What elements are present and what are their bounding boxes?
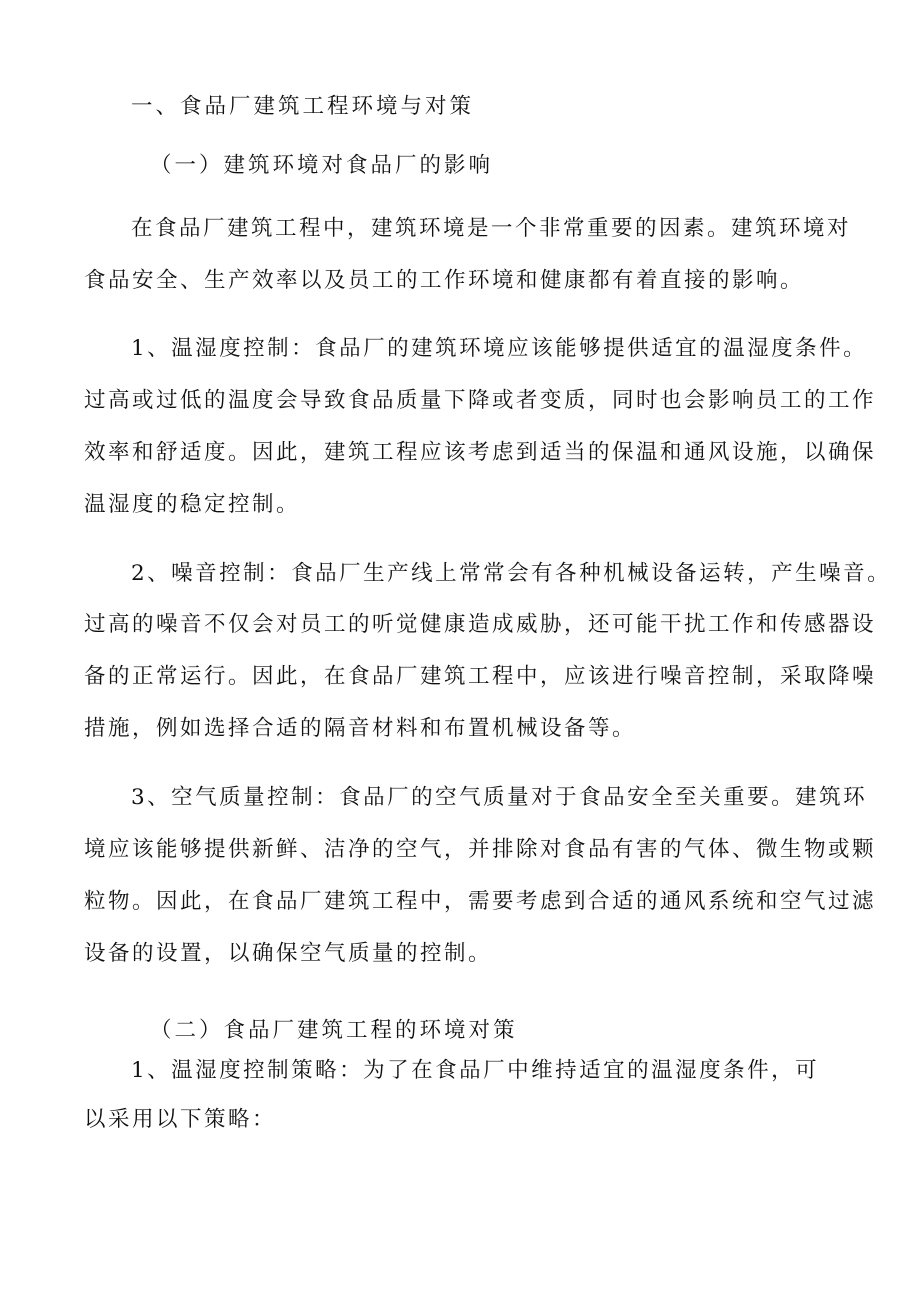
paragraph-line: 粒物。因此，在食品厂建筑工程中，需要考虑到合适的通风系统和空气过滤 (84, 889, 877, 914)
paragraph-line: 效率和舒适度。因此，建筑工程应该考虑到适当的保温和通风设施，以确保 (84, 440, 877, 465)
paragraph-line: 在食品厂建筑工程中，建筑环境是一个非常重要的因素。建筑环境对 (131, 216, 852, 241)
paragraph-line: 措施，例如选择合适的隔音材料和布置机械设备等。 (84, 716, 637, 741)
subsection-heading-2: （二）食品厂建筑工程的环境对策 (150, 1018, 518, 1043)
subsection-heading-1: （一）建筑环境对食品厂的影响 (150, 153, 494, 178)
paragraph-line: 过高的噪音不仅会对员工的听觉健康造成威胁，还可能干扰工作和传感器设 (84, 612, 877, 637)
paragraph-line: 境应该能够提供新鲜、洁净的空气，并排除对食品有害的气体、微生物或颗 (84, 837, 877, 862)
paragraph-line: 食品安全、生产效率以及员工的工作环境和健康都有着直接的影响。 (84, 268, 805, 293)
paragraph-line: 1、温湿度控制策略：为了在食品厂中维持适宜的温湿度条件，可 (131, 1058, 820, 1083)
paragraph-line: 2、噪音控制：食品厂生产线上常常会有各种机械设备运转，产生噪音。 (131, 561, 892, 586)
paragraph-line: 3、空气质量控制：食品厂的空气质量对于食品安全至关重要。建筑环 (131, 785, 868, 810)
paragraph-line: 1、温湿度控制：食品厂的建筑环境应该能够提供适宜的温湿度条件。 (131, 336, 868, 361)
paragraph-line: 过高或过低的温度会导致食品质量下降或者变质，同时也会影响员工的工作 (84, 388, 877, 413)
section-heading: 一、食品厂建筑工程环境与对策 (131, 94, 475, 119)
paragraph-line: 备的正常运行。因此，在食品厂建筑工程中，应该进行噪音控制，采取降噪 (84, 664, 877, 689)
paragraph-line: 以采用以下策略： (84, 1107, 277, 1132)
paragraph-line: 温湿度的稳定控制。 (84, 492, 301, 517)
paragraph-line: 设备的设置，以确保空气质量的控制。 (84, 941, 493, 966)
